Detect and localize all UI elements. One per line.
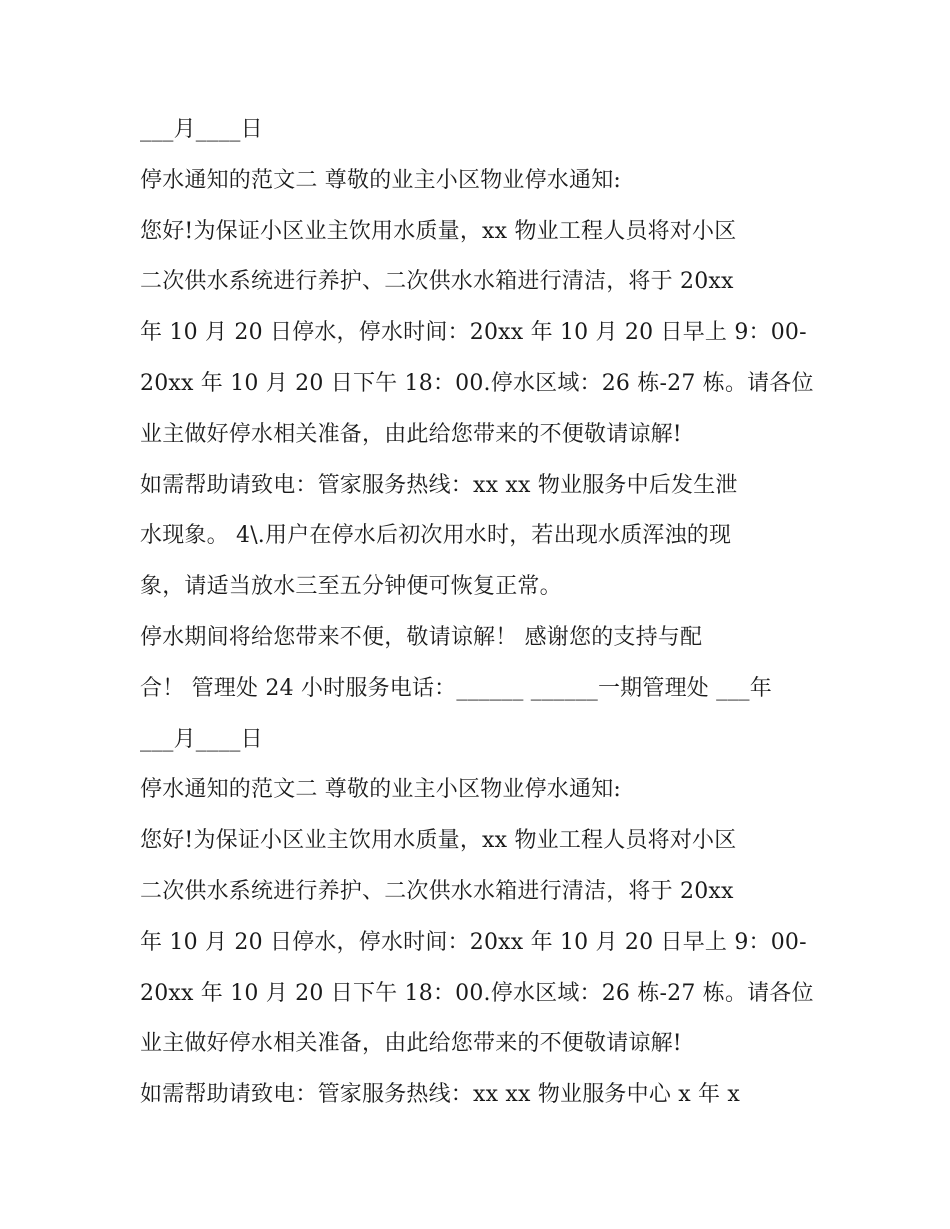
text-line: ___月____日 [140, 726, 263, 752]
text-line: 业主做好停水相关准备，由此给您带来的不便敬请谅解! [140, 1031, 682, 1057]
text-line: ___月____日 [140, 117, 263, 142]
text-line: 如需帮助请致电：管家服务热线：xx xx 物业服务中后发生泄 [140, 472, 738, 498]
text-line: 停水通知的范文二 尊敬的业主小区物业停水通知: [140, 777, 622, 803]
text-line: 您好!为保证小区业主饮用水质量，xx 物业工程人员将对小区 [140, 828, 737, 854]
document-body [140, 105, 820, 1121]
text-line: 二次供水系统进行养护、二次供水水箱进行清洁，将于 20xx [140, 269, 734, 295]
text-line: 业主做好停水相关准备，由此给您带来的不便敬请谅解! [140, 421, 682, 447]
text-line: 二次供水系统进行养护、二次供水水箱进行清洁，将于 20xx [140, 878, 734, 904]
text-line: 停水期间将给您带来不便，敬请谅解！ 感谢您的支持与配 [140, 624, 703, 650]
text-line: 年 10 月 20 日停水，停水时间：20xx 年 10 月 20 日早上 9：00- [140, 320, 807, 346]
text-line: 20xx 年 10 月 20 日下午 18：00.停水区域：26 栋-27 栋。请各位 [140, 980, 814, 1006]
text-line: 合！ 管理处 24 小时服务电话：______ ______一期管理处 ___年 [140, 675, 772, 701]
text-line: 停水通知的范文二 尊敬的业主小区物业停水通知: [140, 167, 622, 193]
text-line: 水现象。 4\.用户在停水后初次用水时，若出现水质浑浊的现 [140, 523, 732, 549]
text-line: 20xx 年 10 月 20 日下午 18：00.停水区域：26 栋-27 栋。请各位 [140, 370, 814, 396]
text-line: 象，请适当放水三至五分钟便可恢复正常。 [140, 574, 562, 600]
text-line: 您好!为保证小区业主饮用水质量，xx 物业工程人员将对小区 [140, 218, 737, 244]
text-line: 年 10 月 20 日停水，停水时间：20xx 年 10 月 20 日早上 9：00- [140, 929, 807, 955]
text-line: 如需帮助请致电：管家服务热线：xx xx 物业服务中心 x 年 x [140, 1082, 741, 1108]
